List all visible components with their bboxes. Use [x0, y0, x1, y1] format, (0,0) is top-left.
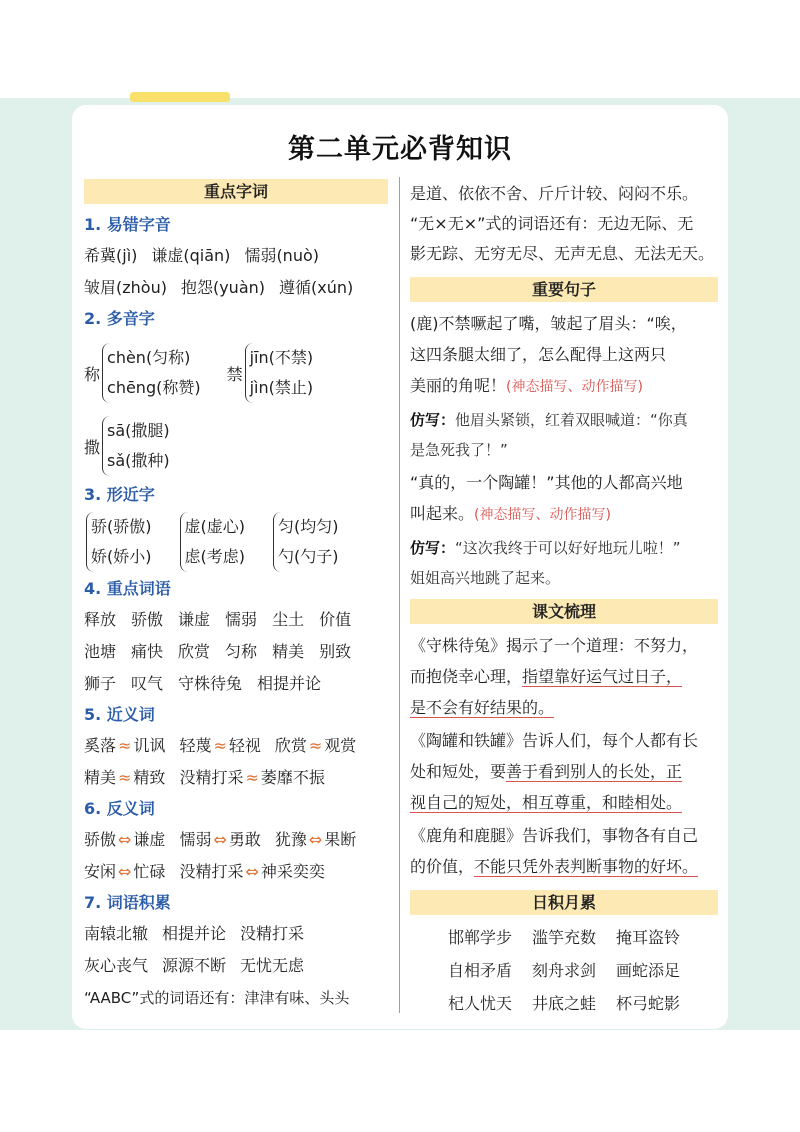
- key-vocab-list: [84, 604, 388, 700]
- idiom-item: 邯郸学步: [447, 928, 512, 947]
- accumulation-item: 无忧无虑: [240, 956, 305, 975]
- idiom-item: 画蛇添足: [616, 961, 681, 980]
- sentence-line: (鹿)不禁噘起了嘴，皱起了眉头：“唉，: [410, 314, 687, 333]
- imitation-text: “这次我终于可以好好地玩儿啦！”: [455, 539, 681, 557]
- idiom-item: 杯弓蛇影: [616, 994, 681, 1013]
- vocab-item: 守株待兔: [178, 674, 243, 693]
- pinyin-item: 懦弱(nuò): [244, 246, 319, 265]
- antonym-pair: 没精打采 ⇔ 神采奕奕: [179, 862, 325, 881]
- similar-item: 勺(勺子): [278, 547, 339, 566]
- idiom-item: 掩耳盗铃: [616, 928, 681, 947]
- sentence-line: “真的，一个陶罐！”其他的人都高兴地: [410, 473, 683, 492]
- pinyin-row: [84, 240, 388, 272]
- accumulation-row: [84, 918, 388, 950]
- polyphone-char: 禁: [226, 364, 243, 384]
- vocab-row: [84, 668, 388, 700]
- synonym-pair: 欣赏 ≈ 观赏: [274, 736, 357, 755]
- polyphone-brace: [102, 416, 170, 476]
- pinyin-item: 希冀(jì): [84, 246, 138, 265]
- accumulation-item: 南辕北辙: [84, 924, 149, 943]
- similar-item: 虑(考虑): [184, 547, 245, 566]
- summary-item: [410, 725, 718, 818]
- summary-line: 是不会有好结果的。: [410, 698, 555, 717]
- summary-line: 而抱侥幸心理，指望靠好运气过日子，: [410, 667, 683, 686]
- idiom-item: 滥竽充数: [531, 928, 596, 947]
- idiom-row: [410, 987, 718, 1020]
- polyphone-reading: jīn(不禁): [249, 348, 314, 367]
- vocab-row: [84, 636, 388, 668]
- polyphone-reading: sā(撒腿): [107, 421, 170, 440]
- polyphone-char: 撒: [84, 437, 101, 457]
- pinyin-item: 皱眉(zhòu): [84, 278, 167, 297]
- vocab-item: 狮子: [84, 674, 117, 693]
- right-column: [410, 179, 718, 1020]
- heading-polyphones: 2. 多音字: [84, 309, 155, 328]
- antonym-pair: 懦弱 ⇔ 勇敢: [179, 830, 261, 849]
- idiom-grid: [410, 921, 718, 1020]
- vocab-item: 释放: [84, 610, 117, 629]
- synonym-pair: 精美 ≈ 精致: [84, 768, 166, 787]
- similar-item: 娇(娇小): [91, 547, 152, 566]
- pinyin-item: 抱怨(yuàn): [180, 278, 266, 297]
- antonym-row: [84, 824, 388, 856]
- idiom-item: 自相矛盾: [447, 961, 512, 980]
- idiom-item: 杞人忧天: [447, 994, 512, 1013]
- left-column: [84, 179, 388, 1014]
- accumulation-row: [84, 950, 388, 982]
- imitation-block: [410, 405, 718, 465]
- sentence-line: 美丽的角呢！(神态描写、动作描写): [410, 376, 643, 395]
- imitation-block: [410, 533, 718, 593]
- polyphone-reading: chēng(称赞): [107, 378, 201, 397]
- summary-line: 《守株待兔》揭示了一个道理：不努力，: [410, 636, 699, 655]
- decorative-tab: [130, 92, 230, 102]
- synonym-pair: 奚落 ≈ 讥讽: [84, 736, 166, 755]
- summary-line: 视自己的短处，相互尊重，和睦相处。: [410, 793, 683, 812]
- heading-similar-chars: 3. 形近字: [84, 485, 155, 504]
- antonym-row: [84, 856, 388, 888]
- imitation-text: 是急死我了！”: [410, 441, 508, 459]
- idiom-row: [410, 921, 718, 954]
- section-band-key-words: 重点字词: [84, 179, 388, 204]
- similar-item: 匀(均匀): [278, 517, 339, 536]
- similar-char-row: [84, 510, 388, 574]
- accumulation-item: 源源不断: [162, 956, 227, 975]
- knowledge-card: [72, 105, 728, 1029]
- vocab-item: 相提并论: [257, 674, 322, 693]
- vocab-item: 欣赏: [178, 642, 211, 661]
- vocab-item: 谦虚: [178, 610, 211, 629]
- heading-key-vocab: 4. 重点词语: [84, 579, 171, 598]
- antonym-pair: 安闲 ⇔ 忙碌: [84, 862, 166, 881]
- vocab-item: 别致: [319, 642, 352, 661]
- wx-line: 影无踪、无穷无尽、无声无息、无法无天。: [410, 244, 715, 263]
- summary-item: [410, 820, 718, 882]
- aabc-line: “AABC”式的词语还有：津津有味、头头: [84, 989, 350, 1007]
- section-band-key-sentences: 重要句子: [410, 277, 718, 302]
- sentence-line: 叫起来。(神态描写、动作描写): [410, 504, 611, 523]
- polyphone-reading: jìn(禁止): [249, 378, 314, 397]
- vocab-item: 痛快: [131, 642, 164, 661]
- vocab-item: 叹气: [131, 674, 164, 693]
- vocab-row: [84, 604, 388, 636]
- heading-word-accumulation: 7. 词语积累: [84, 893, 171, 912]
- vocab-item: 精美: [272, 642, 305, 661]
- imitation-label: 仿写：: [410, 411, 456, 429]
- aabc-continuation: 是道、依依不舍、斤斤计较、闷闷不乐。: [410, 184, 699, 203]
- heading-synonyms: 5. 近义词: [84, 705, 155, 724]
- synonym-pair: 没精打采 ≈ 萎靡不振: [179, 768, 325, 787]
- pinyin-item: 谦虚(qiān): [151, 246, 231, 265]
- polyphone-reading: chèn(匀称): [107, 348, 191, 367]
- wx-line: “无×无×”式的词语还有：无边无际、无: [410, 214, 694, 233]
- imitation-text: 他眉头紧锁，红着双眼喊道：“你真: [455, 411, 688, 429]
- sentence-tag: (神态描写、动作描写): [506, 379, 643, 395]
- sentence-tag: (神态描写、动作描写): [474, 507, 611, 523]
- idiom-item: 井底之蛙: [531, 994, 596, 1013]
- vocab-item: 尘土: [272, 610, 305, 629]
- accumulation-item: 没精打采: [240, 924, 305, 943]
- pinyin-row: [84, 272, 388, 304]
- polyphone-char: 称: [84, 364, 101, 384]
- similar-brace: [180, 512, 246, 572]
- vocab-item: 懦弱: [225, 610, 258, 629]
- polyphone-group-row: [84, 412, 388, 480]
- idiom-item: 刻舟求剑: [531, 961, 596, 980]
- imitation-label: 仿写：: [410, 539, 456, 557]
- heading-pronunciation: 1. 易错字音: [84, 215, 171, 234]
- polyphone-brace: [245, 343, 314, 403]
- vocab-item: 池塘: [84, 642, 117, 661]
- summary-item: [410, 630, 718, 723]
- similar-brace: [86, 512, 152, 572]
- summary-line: 《陶罐和铁罐》告诉人们，每个人都有长: [410, 731, 699, 750]
- polyphone-group-row: [84, 334, 388, 412]
- sentence-item: [410, 308, 718, 403]
- antonym-pair: 骄傲 ⇔ 谦虚: [84, 830, 166, 849]
- similar-brace: [273, 512, 339, 572]
- column-divider: [399, 177, 400, 1013]
- vocab-item: 价值: [319, 610, 352, 629]
- section-band-daily-accumulation: 日积月累: [410, 890, 718, 915]
- accumulation-item: 相提并论: [162, 924, 227, 943]
- synonym-pair: 轻蔑 ≈ 轻视: [179, 736, 261, 755]
- summary-line: 的价值，不能只凭外表判断事物的好坏。: [410, 857, 699, 876]
- vocab-item: 骄傲: [131, 610, 164, 629]
- heading-antonyms: 6. 反义词: [84, 799, 155, 818]
- summary-line: 处和短处，要善于看到别人的长处，正: [410, 762, 683, 781]
- accumulation-item: 灰心丧气: [84, 956, 149, 975]
- sentence-line: 这四条腿太细了，怎么配得上这两只: [410, 345, 667, 364]
- sentence-item: [410, 467, 718, 531]
- summary-line: 《鹿角和鹿腿》告诉我们，事物各有自己: [410, 826, 699, 845]
- polyphone-brace: [102, 343, 201, 403]
- pinyin-item: 遵循(xún): [279, 278, 354, 297]
- polyphone-reading: sǎ(撒种): [107, 451, 170, 470]
- page-title: 第二单元必背知识: [288, 134, 512, 165]
- antonym-pair: 犹豫 ⇔ 果断: [274, 830, 357, 849]
- vocab-item: 匀称: [225, 642, 258, 661]
- synonym-row: [84, 762, 388, 794]
- section-band-text-summary: 课文梳理: [410, 599, 718, 624]
- imitation-text: 姐姐高兴地跳了起来。: [410, 569, 561, 587]
- idiom-row: [410, 954, 718, 987]
- similar-item: 骄(骄傲): [91, 517, 152, 536]
- synonym-row: [84, 730, 388, 762]
- similar-item: 虚(虚心): [184, 517, 245, 536]
